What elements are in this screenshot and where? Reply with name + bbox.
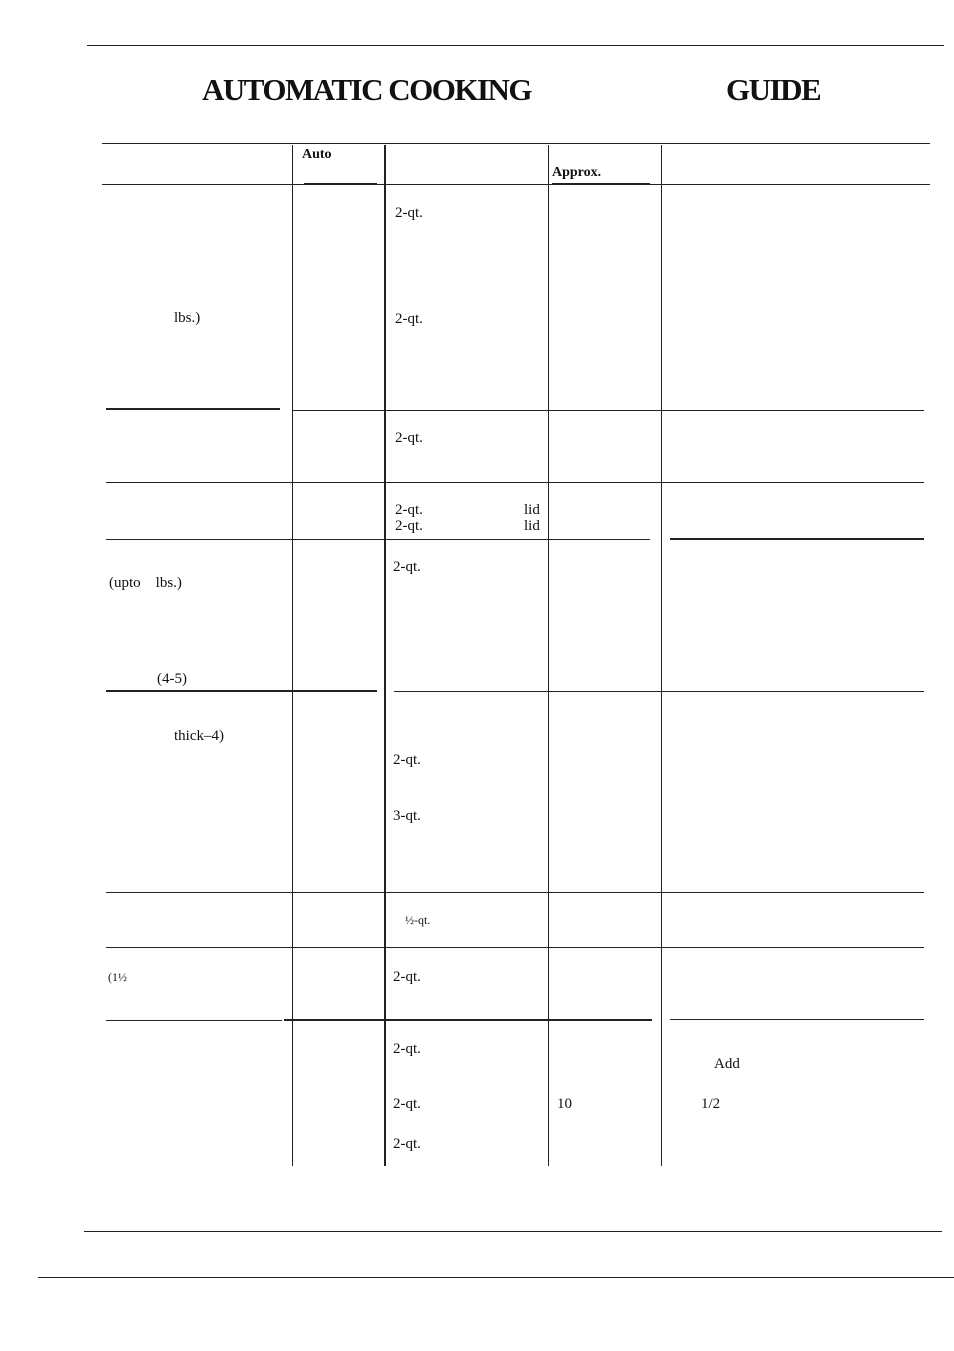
cell-container-8: 3-qt.	[393, 808, 421, 824]
row4-bottom-rule-right	[394, 691, 924, 692]
cell-thickness: thick–4)	[174, 728, 224, 744]
cell-fraction: (1½	[108, 970, 127, 984]
cell-container-2: 2-qt.	[395, 311, 423, 327]
cell-container-13: 2-qt.	[393, 1136, 421, 1152]
col-divider-2	[384, 145, 386, 1166]
top-rule	[87, 45, 944, 46]
cell-container-6: 2-qt.	[393, 559, 421, 575]
row3-bottom-rule-right	[670, 538, 924, 540]
cell-one-half: 1/2	[701, 1096, 721, 1112]
row2-bottom-rule	[106, 482, 924, 483]
cell-container-5: 2-qt.	[395, 518, 423, 534]
page-title-left: AUTOMATIC COOKING	[202, 72, 532, 107]
cell-container-9: ½-qt.	[405, 913, 431, 927]
cell-container-10: 2-qt.	[393, 969, 421, 985]
col-divider-1	[292, 145, 293, 1166]
header-approx: Approx.	[552, 165, 602, 180]
cell-range: (4-5)	[157, 671, 187, 687]
row7-bottom-rule-mid	[284, 1019, 652, 1021]
cell-container-7: 2-qt.	[393, 752, 421, 768]
cell-time-10: 10	[557, 1096, 572, 1112]
col-divider-3	[548, 145, 549, 1166]
cell-upto-lbs: (upto lbs.)	[109, 575, 182, 591]
row4-bottom-rule-left	[106, 690, 377, 692]
header-bottom-rule-mid	[386, 184, 546, 185]
table-top-rule	[102, 143, 930, 144]
cell-add: Add	[714, 1056, 740, 1072]
footer-rule-2	[38, 1277, 954, 1278]
footer-rule-1	[84, 1231, 942, 1232]
cell-container-1: 2-qt.	[395, 205, 423, 221]
cell-container-3: 2-qt.	[395, 430, 423, 446]
col-divider-4	[661, 145, 662, 1166]
cell-container-4: 2-qt.	[395, 502, 423, 518]
row5-bottom-rule	[106, 892, 924, 893]
header-auto: Auto	[302, 147, 332, 162]
row6-bottom-rule	[106, 947, 924, 948]
page-title-right: GUIDE	[726, 72, 821, 107]
cell-container-12: 2-qt.	[393, 1096, 421, 1112]
row1-left-rule	[106, 408, 280, 410]
row7-bottom-rule-right	[670, 1019, 924, 1020]
cell-lid-1: lid	[524, 502, 540, 518]
row1-bottom-rule	[292, 410, 924, 411]
row3-bottom-rule-left	[106, 539, 650, 540]
cell-weight-lbs: lbs.)	[174, 310, 201, 326]
cell-lid-2: lid	[524, 518, 540, 534]
cell-container-11: 2-qt.	[393, 1041, 421, 1057]
row7-bottom-rule-left	[106, 1020, 282, 1021]
